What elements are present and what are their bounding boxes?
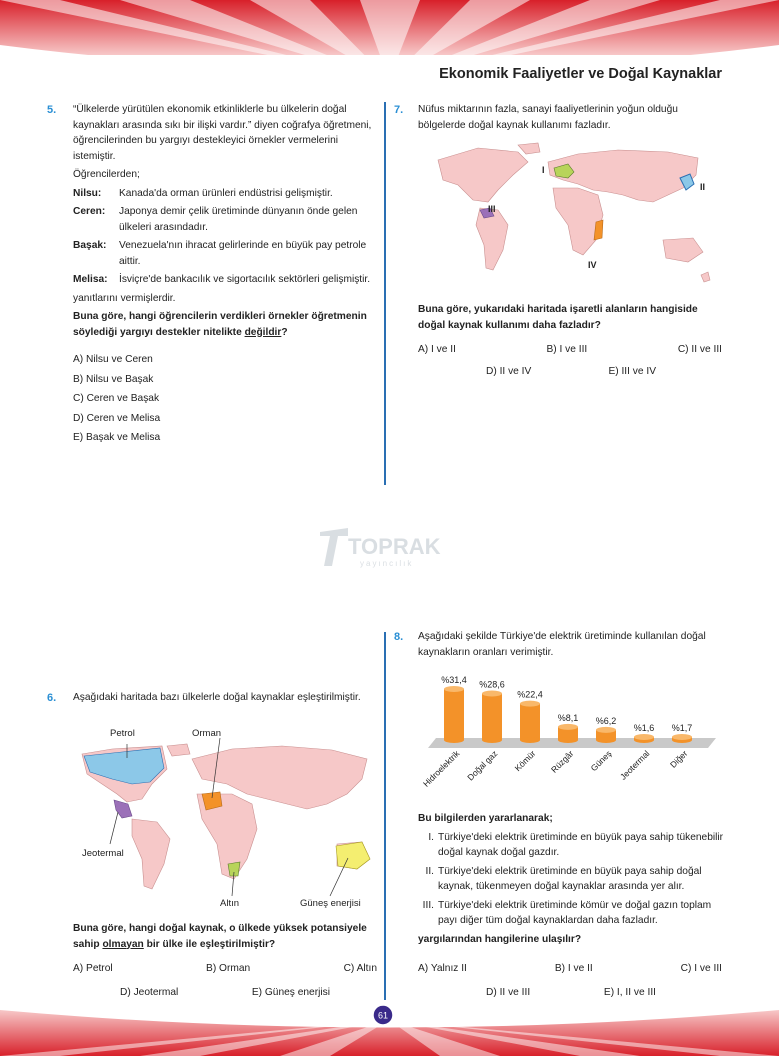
q6-region-gunes [336, 842, 370, 869]
q8-options-row1 [418, 963, 722, 974]
q8-option-c[interactable]: C) I ve III [680, 963, 722, 974]
q7-options-row1 [418, 344, 722, 355]
q8-body [418, 811, 724, 950]
q5-student-text: Kanada'da orman ürünleri endüstrisi gelişmiştir. [119, 187, 333, 199]
q7-option-a[interactable]: A) I ve II [418, 344, 456, 355]
q5-option-d[interactable]: D) Ceren ve Melisa [73, 412, 161, 424]
q8-option-b[interactable]: B) I ve II [554, 963, 593, 974]
chart-category-label: Rüzgâr [548, 748, 576, 775]
publisher-watermark [318, 522, 458, 572]
q7-intro: Nüfus miktarının fazla, sanayi faaliyetlerinin yoğun olduğu bölgelerde doğal kaynak kullanımı fazladır. [418, 104, 678, 131]
q6-option-a[interactable]: A) Petrol [73, 963, 113, 974]
chart-data-label: %8,1 [557, 712, 579, 723]
chart-bar-top [444, 686, 464, 692]
q5-student-text: Venezuela'nın ihracat gelirlerinde en büyük pay petrole aittir. [119, 240, 367, 267]
chart-bar-top [520, 701, 540, 707]
q6-world-map [72, 724, 377, 909]
q6-label-orman: Orman [192, 728, 222, 739]
q5-option-e[interactable]: E) Başak ve Melisa [73, 432, 161, 443]
column-divider-bottom [384, 632, 386, 1000]
chart-bar [482, 694, 502, 740]
q5-student-name: Başak: [73, 240, 107, 251]
q6-options-row2 [120, 987, 330, 998]
chart-category-label: Hidroelektrik [420, 748, 462, 789]
q5-student-row [73, 238, 377, 269]
chart-bar-top [672, 734, 692, 740]
chart-category-label: Jeotermal [617, 748, 652, 782]
q7-option-d[interactable]: D) II ve IV [486, 366, 532, 377]
q6-option-d[interactable]: D) Jeotermal [120, 987, 179, 998]
page-title: Ekonomik Faaliyetler ve Doğal Kaynaklar [439, 66, 722, 82]
q8-statement [418, 864, 724, 895]
q8-statement-num: III. [422, 899, 434, 911]
q5-student-row [73, 272, 377, 288]
q6-question-text: Buna göre, hangi doğal kaynak, o ülkede yüksek potansiyele sahip [73, 923, 367, 950]
page-number: 61 [377, 1010, 389, 1021]
q8-option-d[interactable]: D) II ve III [486, 987, 531, 998]
q6-label-altin: Altın [220, 898, 240, 909]
q8-option-a[interactable]: A) Yalnız II [418, 963, 467, 974]
chart-bar-base [596, 737, 616, 743]
chart-data-label: %1,7 [671, 723, 693, 733]
q8-statement-text: Türkiye'deki elektrik üretiminde en büyük paya sahip tükenebilir doğal kaynak doğal gazdır. [438, 831, 724, 858]
q7-label-iii: III [488, 204, 496, 214]
q5-option-c[interactable]: C) Ceren ve Başak [73, 393, 160, 404]
chart-data-label: %22,4 [517, 689, 543, 700]
q7-options-row2 [486, 366, 656, 377]
q7-label-ii: II [700, 182, 706, 192]
q5-student-text: Japonya demir çelik üretiminde dünyanın önde gelen ülkeleri arasındadır. [119, 206, 358, 233]
chart-data-label: %28,6 [479, 679, 505, 690]
q5-intro: “Ülkelerde yürütülen ekonomik etkinliklerle bu ülkelerin doğal kaynakları arasında sıkı bir ilişki vardır.” diyen coğrafya öğretmeni, öğrencilerinden bu yargıyı destekleyici örnekler vermelerini istemiştir. [73, 104, 372, 162]
q5-option-b[interactable]: B) Nilsu ve Başak [73, 373, 154, 385]
chart-category-label: Güneş [588, 748, 614, 774]
q6-question-end: bir ülke ile eşleştirilmiştir? [143, 938, 276, 950]
chart-category-label: Doğal gaz [465, 748, 500, 783]
q5-number: 5. [47, 104, 57, 116]
chart-bar [444, 689, 464, 740]
q6-number: 6. [47, 692, 57, 704]
q5-student-name: Melisa: [73, 274, 108, 285]
column-divider-top [384, 102, 386, 485]
q5-student-text: İsviçre'de bankacılık ve sigortacılık sektörleri gelişmiştir. [119, 274, 371, 285]
q5-question [73, 309, 377, 340]
q8-statement [418, 898, 724, 929]
q6-options-row1 [73, 963, 377, 974]
q8-statement [418, 830, 724, 861]
chart-data-label: %1,6 [633, 723, 655, 733]
q8-statement-num: II. [425, 865, 434, 877]
q7-label-i: I [542, 165, 545, 175]
watermark-brand: TOPRAK [348, 534, 441, 559]
chart-category-label: Kömür [512, 748, 538, 774]
q6-question-underlined: olmayan [102, 938, 144, 950]
q8-lead: Bu bilgilerden yararlanarak; [418, 813, 553, 824]
chart-bar-top [634, 734, 654, 740]
q8-intro: Aşağıdaki şekilde Türkiye'de elektrik üretiminde kullanılan doğal kaynakların oranları verimiştir. [418, 631, 706, 658]
chart-bar-base [482, 737, 502, 743]
chart-bar-top [596, 727, 616, 733]
q8-question: yargılarından hangilerine ulaşılır? [418, 933, 582, 945]
q7-option-c[interactable]: C) II ve III [677, 344, 722, 355]
q5-student-row [73, 186, 377, 202]
chart-bar-top [482, 691, 502, 697]
q6-label-petrol: Petrol [110, 728, 135, 739]
q5-question-text: Buna göre, hangi öğrencilerin verdikleri örnekler öğretmenin söylediği yargıyı destekler nitelikte [73, 311, 367, 338]
q8-statement-num: I. [428, 831, 434, 843]
q7-label-iv: IV [588, 260, 597, 270]
chart-bar [520, 704, 540, 740]
q5-students-lead: Öğrencilerden; [73, 169, 140, 180]
q8-options-row2 [486, 987, 656, 998]
q5-option-a[interactable]: A) Nilsu ve Ceren [73, 354, 153, 365]
chart-bar-base [558, 737, 578, 743]
chart-bar-top [558, 724, 578, 730]
q6-intro: Aşağıdaki haritada bazı ülkelerle doğal kaynaklar eşleştirilmiştir. [73, 692, 361, 703]
q8-bar-chart [416, 668, 726, 798]
q8-option-e[interactable]: E) I, II ve III [603, 987, 656, 998]
q6-option-c[interactable]: C) Altın [343, 963, 377, 974]
q6-question [73, 921, 377, 952]
q8-statement-text: Türkiye'deki elektrik üretiminde en büyük paya sahip doğal kaynak, tükenmeyen doğal kaynaklar arasında yer alır. [438, 865, 702, 892]
q5-student-name: Nilsu: [73, 187, 102, 199]
q7-question: Buna göre, yukarıdaki haritada işaretli alanların hangiside doğal kaynak kullanımı daha fazladır? [418, 304, 698, 331]
watermark-sub: yayıncılık [360, 559, 414, 568]
q5-question-end: ? [281, 326, 288, 338]
q6-label-jeotermal: Jeotermal [82, 848, 124, 859]
q7-option-e[interactable]: E) III ve IV [608, 366, 656, 377]
q6-region-jeotermal [114, 800, 132, 818]
chart-data-label: %6,2 [595, 715, 617, 726]
chart-bar-base [520, 737, 540, 743]
q8-number: 8. [394, 631, 404, 643]
q8-statement-text: Türkiye'deki elektrik üretiminde kömür ve doğal gazın toplam payı diğer tüm doğal kaynaklardan daha fazladır. [438, 899, 712, 926]
q7-world-map [418, 140, 718, 290]
chart-bar-base [444, 737, 464, 743]
q5-options [73, 352, 377, 446]
q6-label-gunes: Güneş enerjisi [300, 898, 361, 909]
page-number-badge [372, 1004, 394, 1026]
q6-option-e[interactable]: E) Güneş enerjisi [251, 987, 330, 998]
chart-category-label: Diğer [667, 748, 690, 770]
q6-option-b[interactable]: B) Orman [206, 963, 251, 974]
q5-closing: yanıtlarını vermişlerdir. [73, 292, 176, 304]
q8-statements [418, 830, 724, 929]
q7-number: 7. [394, 104, 404, 116]
q5-question-underlined: değildir [244, 326, 282, 338]
q7-option-b[interactable]: B) I ve III [546, 344, 588, 355]
q5-student-name: Ceren: [73, 206, 106, 217]
chart-data-label: %31,4 [441, 674, 467, 685]
q5-body [73, 102, 377, 450]
q5-student-row [73, 204, 377, 235]
